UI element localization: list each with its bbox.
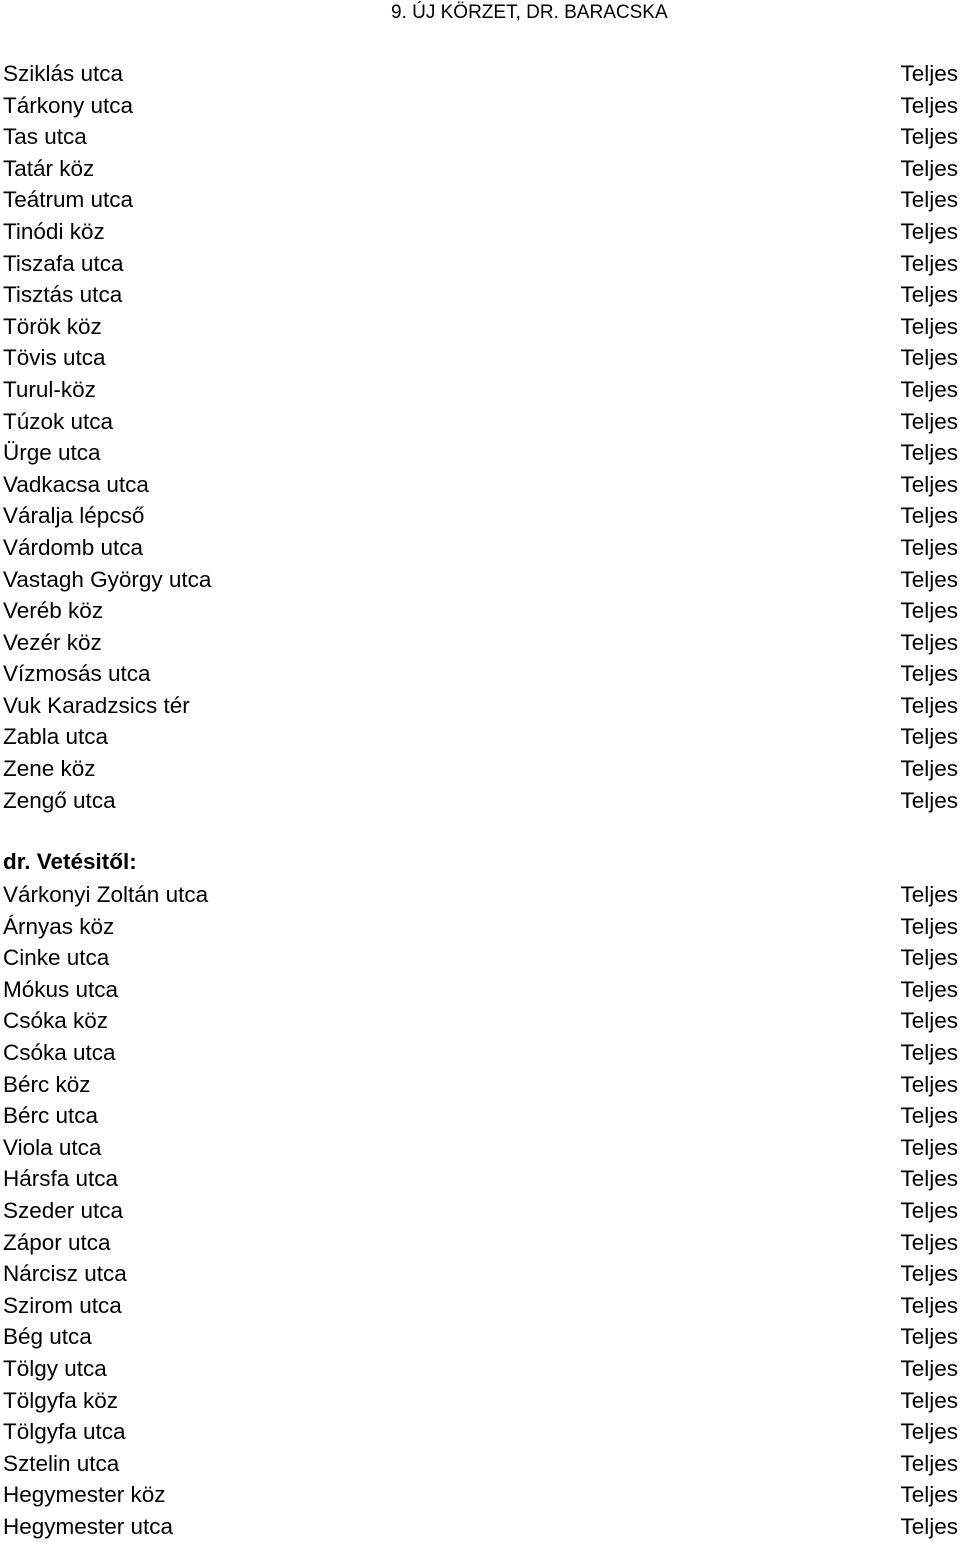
street-row xyxy=(3,1321,958,1353)
street-name: Veréb köz xyxy=(3,598,104,624)
street-name: Vezér köz xyxy=(3,629,102,655)
street-row xyxy=(3,469,958,501)
street-name: Mókus utca xyxy=(3,976,119,1002)
street-name: Vastagh György utca xyxy=(3,566,212,592)
coverage-label: Teljes xyxy=(900,1482,958,1508)
street-name: Csóka utca xyxy=(3,1039,116,1065)
street-row xyxy=(3,153,958,185)
street-name: Turul-köz xyxy=(3,376,96,402)
street-row xyxy=(3,1163,958,1195)
street-name: Tölgyfa utca xyxy=(3,1419,126,1445)
street-row xyxy=(3,1132,958,1164)
coverage-label: Teljes xyxy=(900,1387,958,1413)
coverage-label: Teljes xyxy=(900,1513,958,1539)
coverage-label: Teljes xyxy=(900,534,958,560)
street-name: Váralja lépcső xyxy=(3,503,145,529)
street-list-b xyxy=(3,879,958,1542)
street-name: Tatár köz xyxy=(3,155,95,181)
street-row xyxy=(3,437,958,469)
section-heading-dr-vetesi: dr. Vetésitől: xyxy=(3,849,137,874)
street-row xyxy=(3,564,958,596)
street-name: Hársfa utca xyxy=(3,1166,119,1192)
street-name: Tölgyfa köz xyxy=(3,1387,119,1413)
coverage-label: Teljes xyxy=(900,1261,958,1287)
coverage-label: Teljes xyxy=(900,913,958,939)
street-row xyxy=(3,595,958,627)
street-name: Tölgy utca xyxy=(3,1355,107,1381)
street-name: Vízmosás utca xyxy=(3,661,151,687)
street-row xyxy=(3,1227,958,1259)
coverage-label: Teljes xyxy=(900,345,958,371)
street-row xyxy=(3,1385,958,1417)
street-name: Nárcisz utca xyxy=(3,1261,127,1287)
coverage-label: Teljes xyxy=(900,1324,958,1350)
coverage-label: Teljes xyxy=(900,566,958,592)
coverage-label: Teljes xyxy=(900,629,958,655)
street-name: Szirom utca xyxy=(3,1292,122,1318)
coverage-label: Teljes xyxy=(900,945,958,971)
street-name: Bérc köz xyxy=(3,1071,91,1097)
street-row xyxy=(3,1069,958,1101)
coverage-label: Teljes xyxy=(900,1355,958,1381)
street-row xyxy=(3,1005,958,1037)
street-row xyxy=(3,248,958,280)
street-name: Viola utca xyxy=(3,1134,102,1160)
street-name: Sziklás utca xyxy=(3,61,124,86)
coverage-label: Teljes xyxy=(900,1229,958,1255)
street-name: Hegymester utca xyxy=(3,1513,174,1539)
coverage-label: Teljes xyxy=(900,124,958,150)
street-list-a xyxy=(3,58,958,816)
street-name: Bérc utca xyxy=(3,1103,99,1129)
street-row xyxy=(3,1290,958,1322)
street-name: Túzok utca xyxy=(3,408,114,434)
street-row xyxy=(3,1258,958,1290)
street-name: Tas utca xyxy=(3,124,87,150)
street-name: Várkonyi Zoltán utca xyxy=(3,882,209,907)
street-name: Vuk Karadzsics tér xyxy=(3,692,190,718)
street-name: Sztelin utca xyxy=(3,1450,120,1476)
street-name: Csóka köz xyxy=(3,1008,109,1034)
street-row xyxy=(3,974,958,1006)
coverage-label: Teljes xyxy=(900,1166,958,1192)
coverage-label: Teljes xyxy=(900,976,958,1002)
street-name: Tövis utca xyxy=(3,345,106,371)
street-row xyxy=(3,627,958,659)
street-name: Zabla utca xyxy=(3,724,109,750)
coverage-label: Teljes xyxy=(900,1039,958,1065)
street-name: Zene köz xyxy=(3,756,96,782)
coverage-label: Teljes xyxy=(900,92,958,118)
coverage-label: Teljes xyxy=(900,282,958,308)
street-name: Cinke utca xyxy=(3,945,110,971)
street-name: Vadkacsa utca xyxy=(3,471,149,497)
street-name: Szeder utca xyxy=(3,1197,124,1223)
street-name: Zápor utca xyxy=(3,1229,111,1255)
street-row xyxy=(3,121,958,153)
street-row xyxy=(3,500,958,532)
street-row xyxy=(3,1353,958,1385)
street-row xyxy=(3,690,958,722)
coverage-label: Teljes xyxy=(900,471,958,497)
coverage-label: Teljes xyxy=(900,155,958,181)
coverage-label: Teljes xyxy=(900,1071,958,1097)
coverage-label: Teljes xyxy=(900,503,958,529)
street-row xyxy=(3,1195,958,1227)
coverage-label: Teljes xyxy=(900,61,958,86)
coverage-label: Teljes xyxy=(900,1197,958,1223)
coverage-label: Teljes xyxy=(900,1134,958,1160)
street-row xyxy=(3,942,958,974)
street-row xyxy=(3,721,958,753)
street-row xyxy=(3,342,958,374)
street-row xyxy=(3,753,958,785)
coverage-label: Teljes xyxy=(900,692,958,718)
street-row xyxy=(3,374,958,406)
street-row xyxy=(3,1037,958,1069)
street-name: Árnyas köz xyxy=(3,913,115,939)
coverage-label: Teljes xyxy=(900,218,958,244)
street-name: Török köz xyxy=(3,313,102,339)
coverage-label: Teljes xyxy=(900,313,958,339)
coverage-label: Teljes xyxy=(900,1008,958,1034)
street-name: Teátrum utca xyxy=(3,187,134,213)
street-name: Tisztás utca xyxy=(3,282,123,308)
street-name: Tinódi köz xyxy=(3,218,105,244)
street-row xyxy=(3,216,958,248)
street-row xyxy=(3,279,958,311)
street-row xyxy=(3,1416,958,1448)
street-row xyxy=(3,911,958,943)
coverage-label: Teljes xyxy=(900,756,958,782)
street-row xyxy=(3,406,958,438)
street-row xyxy=(3,1100,958,1132)
page-header-title: 9. ÚJ KÖRZET, DR. BARACSKA xyxy=(391,2,668,23)
street-name: Várdomb utca xyxy=(3,534,144,560)
coverage-label: Teljes xyxy=(900,661,958,687)
street-row xyxy=(3,1511,958,1542)
coverage-label: Teljes xyxy=(900,187,958,213)
street-name: Hegymester köz xyxy=(3,1482,166,1508)
street-row xyxy=(3,785,958,817)
street-name: Tárkony utca xyxy=(3,92,134,118)
coverage-label: Teljes xyxy=(900,440,958,466)
street-name: Ürge utca xyxy=(3,440,101,466)
coverage-label: Teljes xyxy=(900,598,958,624)
coverage-label: Teljes xyxy=(900,1103,958,1129)
coverage-label: Teljes xyxy=(900,376,958,402)
street-name: Zengő utca xyxy=(3,787,116,813)
street-row xyxy=(3,1448,958,1480)
coverage-label: Teljes xyxy=(900,1292,958,1318)
street-row xyxy=(3,1479,958,1511)
street-row xyxy=(3,311,958,343)
street-row xyxy=(3,184,958,216)
coverage-label: Teljes xyxy=(900,408,958,434)
street-row xyxy=(3,532,958,564)
street-row xyxy=(3,879,958,911)
street-row xyxy=(3,658,958,690)
coverage-label: Teljes xyxy=(900,787,958,813)
coverage-label: Teljes xyxy=(900,724,958,750)
street-name: Tiszafa utca xyxy=(3,250,124,276)
street-row xyxy=(3,58,958,90)
coverage-label: Teljes xyxy=(900,1450,958,1476)
coverage-label: Teljes xyxy=(900,882,958,907)
coverage-label: Teljes xyxy=(900,1419,958,1445)
street-name: Bég utca xyxy=(3,1324,92,1350)
coverage-label: Teljes xyxy=(900,250,958,276)
street-row xyxy=(3,90,958,122)
